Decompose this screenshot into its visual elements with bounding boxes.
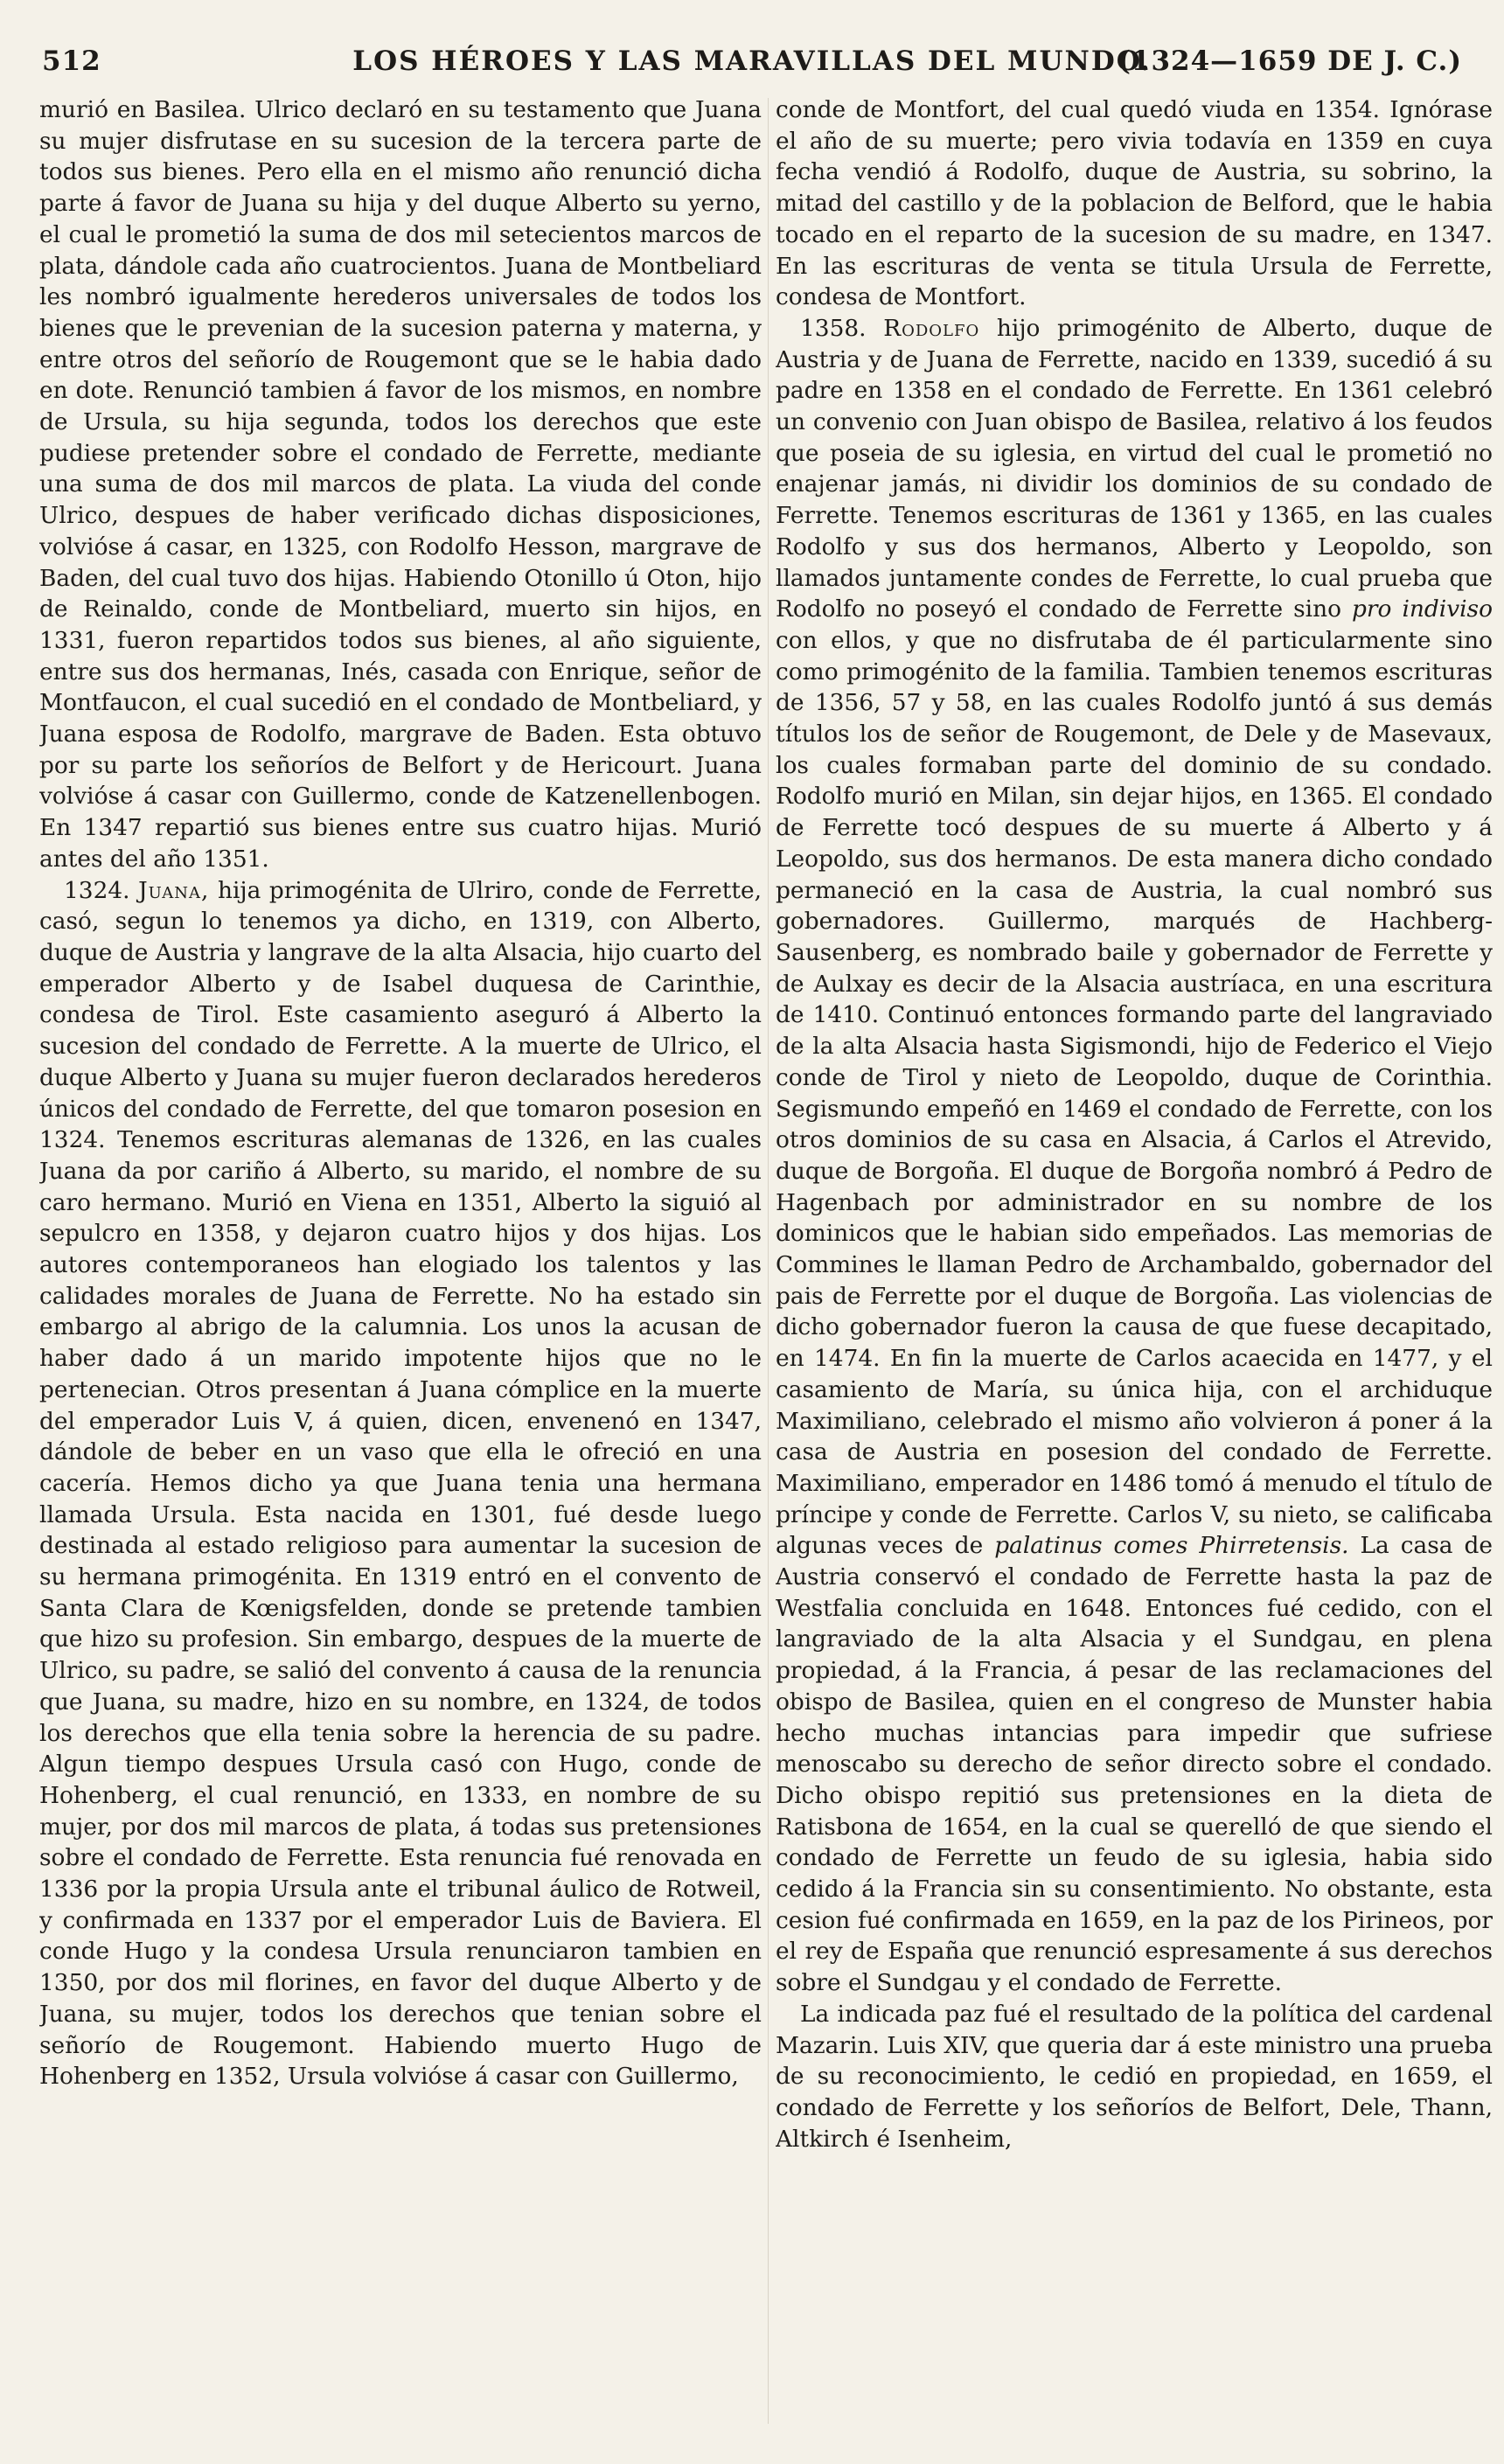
paragraph: conde de Montfort, del cual quedó viuda en 1354. Ignórase el año de su muerte; pero vivia todavía en 1359 en cuya fecha vendió á Rodolfo, duque de Austria, su sobrino, la mitad del castillo y de la poblacion de Belford, que le habia tocado en el reparto de la sucesion de su madre, en 1347. En las escrituras de venta se titula Ursula de Ferrette, condesa de Montfort. — [776, 96, 1493, 311]
entry-year: 1358. — [800, 314, 867, 342]
paragraph-entry-1324 — [39, 875, 762, 2092]
paragraph: murió en Basilea. Ulrico declaró en su testamento que Juana su mujer disfrutase en su sucesion de la tercera parte de todos sus bienes. Pero ella en el mismo año renunció dicha parte á favor de Juana su hija y del duque Alberto su yerno, el cual le prometió la suma de dos mil setecientos marcos de plata, dándole cada año cuatrocientos. Juana de Montbeliard les nombró igualmente herederos universales de todos los bienes que le prevenian de la sucesion paterna y materna, y entre otros del señorío de Rougemont que se le habia dado en dote. Renunció tambien á favor de los mismos, en nombre de Ursula, su hija segunda, todos los derechos que este pudiese pretender sobre el condado de Ferrette, mediante una suma de dos mil marcos de plata. La viuda del conde Ulrico, despues de haber verificado dichas disposiciones, volvióse á casar, en 1325, con Rodolfo Hesson, margrave de Baden, del cual tuvo dos hijas. Habiendo Otonillo ú Oton, hijo de Reinaldo, conde de Montbeliard, muerto sin hijos, en 1331, fueron repartidos todos sus bienes, al año siguiente, entre sus dos hermanas, Inés, casada con Enrique, señor de Montfaucon, el cual sucedió en el condado de Montbeliard, y Juana esposa de Rodolfo, margrave de Baden. Esta obtuvo por su parte los señoríos de Belfort y de Hericourt. Juana volvióse á casar con Guillermo, conde de Katzenellenbogen. En 1347 repartió sus bienes entre sus cuatro hijas. Murió antes del año 1351. — [39, 96, 762, 873]
entry-text: hijo primogénito de Alberto, duque de Austria y de Juana de Ferrette, nacido en 1339, sucedió á su padre en 1358 en el condado de Ferrette. En 1361 celebró un convenio con Juan obispo de Basilea, relativo á los feudos que poseia de su iglesia, en virtud del cual le prometió no enajenar jamás, ni dividir los dominios de su condado de Ferrette. Tenemos escrituras de 1361 y 1365, en las cuales Rodolfo y sus dos hermanos, Alberto y Leopoldo, son llamados juntamente condes de Ferrette, lo cual prueba que Rodolfo no poseyó el condado de Ferrette sino — [776, 314, 1493, 623]
paragraph: La indicada paz fué el resultado de la política del cardenal Mazarin. Luis XIV, que queria dar á este ministro una prueba de su reconocimiento, le cedió en propiedad, en 1659, el condado de Ferrette y los señoríos de Belfort, Dele, Thann, Altkirch é Isenheim, — [776, 2000, 1493, 2153]
date-range: (1324—1659 DE J. C.) — [1118, 45, 1462, 77]
left-column — [39, 94, 762, 2438]
right-column — [776, 94, 1493, 2438]
column-divider — [768, 98, 769, 2424]
entry-name: Rodolfo — [883, 314, 980, 342]
running-header — [42, 45, 1462, 89]
paragraph-entry-1358 — [776, 313, 1493, 1999]
entry-text-cont: La casa de Austria conservó el condado de Ferrette hasta la paz de Westfalia concluida en 1648. Entonces fué cedido, con el langraviado de la alta Alsacia y el Sundgau, en plena propiedad, á la Francia, á pesar de las reclamaciones del obispo de Basilea, quien en el congreso de Munster habia hecho muchas intancias para impedir que sufriese menoscabo su derecho de señor directo sobre el condado. Dicho obispo repitió sus pretensiones en la dieta de Ratisbona de 1654, en la cual se querelló de que siendo el condado de Ferrette un feudo de su iglesia, habia sido cedido á la Francia sin su consentimiento. No obstante, esta cesion fué confirmada en 1659, en la paz de los Pirineos, por el rey de España que renunció espresamente á sus derechos sobre el Sundgau y el condado de Ferrette. — [776, 1532, 1493, 1997]
page-number: 512 — [42, 45, 101, 77]
entry-name: Juana, — [138, 876, 210, 904]
italic-phrase: pro indiviso — [1352, 595, 1493, 623]
entry-year: 1324. — [64, 876, 130, 904]
italic-phrase: palatinus comes Phirretensis. — [994, 1532, 1349, 1560]
entry-text: hija primogénita de Ulriro, conde de Ferrette, casó, segun lo tenemos ya dicho, en 1319, con Alberto, duque de Austria y langrave de la alta Alsacia, hijo cuarto del emperador Alberto y de Isabel duquesa de Carinthie, condesa de Tirol. Este casamiento aseguró á Alberto la sucesion del condado de Ferrette. A la muerte de Ulrico, el duque Alberto y Juana su mujer fueron declarados herederos únicos del condado de Ferrette, del que tomaron posesion en 1324. Tenemos escrituras alemanas de 1326, en las cuales Juana da por cariño á Alberto, su marido, el nombre de su caro hermano. Murió en Viena en 1351, Alberto la siguió al sepulcro en 1358, y dejaron cuatro hijos y dos hijas. Los autores contemporaneos han elogiado los talentos y las calidades morales de Juana de Ferrette. No ha estado sin embargo al abrigo de la calumnia. Los unos la acusan de haber dado á un marido impotente hijos que no le pertenecian. Otros presentan á Juana cómplice en la muerte del emperador Luis V, á quien, dicen, envenenó en 1347, dándole de beber en un vaso que ella le ofreció en una cacería. Hemos dicho ya que Juana tenia una hermana llamada Ursula. Esta nacida en 1301, fué desde luego destinada al estado religioso para aumentar la sucesion de su hermana primogénita. En 1319 entró en el convento de Santa Clara de Kœnigsfelden, donde se pretende tambien que hizo su profesion. Sin embargo, despues de la muerte de Ulrico, su padre, se salió del convento á causa de la renuncia que Juana, su madre, hizo en su nombre, en 1324, de todos los derechos que ella tenia sobre la herencia de su padre. Algun tiempo despues Ursula casó con Hugo, conde de Hohenberg, el cual renunció, en 1333, en nombre de su mujer, por dos mil marcos de plata, á todas sus pretensiones sobre el condado de Ferrette. Esta renuncia fué renovada en 1336 por la propia Ursula ante el tribunal áulico de Rotweil, y confirmada en 1337 por el emperador Luis de Baviera. El conde Hugo y la condesa Ursula renunciaron tambien en 1350, por dos mil florines, en favor del duque Alberto y de Juana, su mujer, todos los derechos que tenian sobre el señorío de Rougemont. Habiendo muerto Hugo de Hohenberg en 1352, Ursula volvióse á casar con Guillermo, — [39, 876, 762, 2091]
entry-text-cont: con ellos, y que no disfrutaba de él particularmente sino como primogénito de la familia. Tambien tenemos escrituras de 1356, 57 y 58, en las cuales Rodolfo juntó á sus demás títulos los de señor de Rougemont, de Dele y de Masevaux, los cuales formaban parte del dominio de su condado. Rodolfo murió en Milan, sin dejar hijos, en 1365. El condado de Ferrette tocó despues de su muerte á Alberto y á Leopoldo, sus dos hermanos. De esta manera dicho condado permaneció en la casa de Austria, la cual nombró sus gobernadores. Guillermo, marqués de Hachberg-Sausenberg, es nombrado baile y gobernador de Ferrette y de Aulxay es decir de la Alsacia austríaca, en una escritura de 1410. Continuó entonces formando parte del langraviado de la alta Alsacia hasta Sigismondi, hijo de Federico el Viejo conde de Tirol y nieto de Leopoldo, duque de Corinthia. Segismundo empeñó en 1469 el condado de Ferrette, con los otros dominios de su casa en Alsacia, á Carlos el Atrevido, duque de Borgoña. El duque de Borgoña nombró á Pedro de Hagenbach por administrador en su nombre de los dominicos que le habian sido empeñados. Las memorias de Commines le llaman Pedro de Archambaldo, gobernador del pais de Ferrette por el duque de Borgoña. Las violencias de dicho gobernador fueron la causa de que fuese decapitado, en 1474. En fin la muerte de Carlos acaecida en 1477, y el casamiento de María, su única hija, con el archiduque Maximiliano, celebrado el mismo año volvieron á poner á la casa de Austria en posesion del condado de Ferrette. Maximiliano, emperador en 1486 tomó á menudo el título de príncipe y conde de Ferrette. Carlos V, su nieto, se calificaba algunas veces de — [776, 626, 1493, 1560]
running-title: LOS HÉROES Y LAS MARAVILLAS DEL MUNDO. — [352, 45, 1152, 77]
